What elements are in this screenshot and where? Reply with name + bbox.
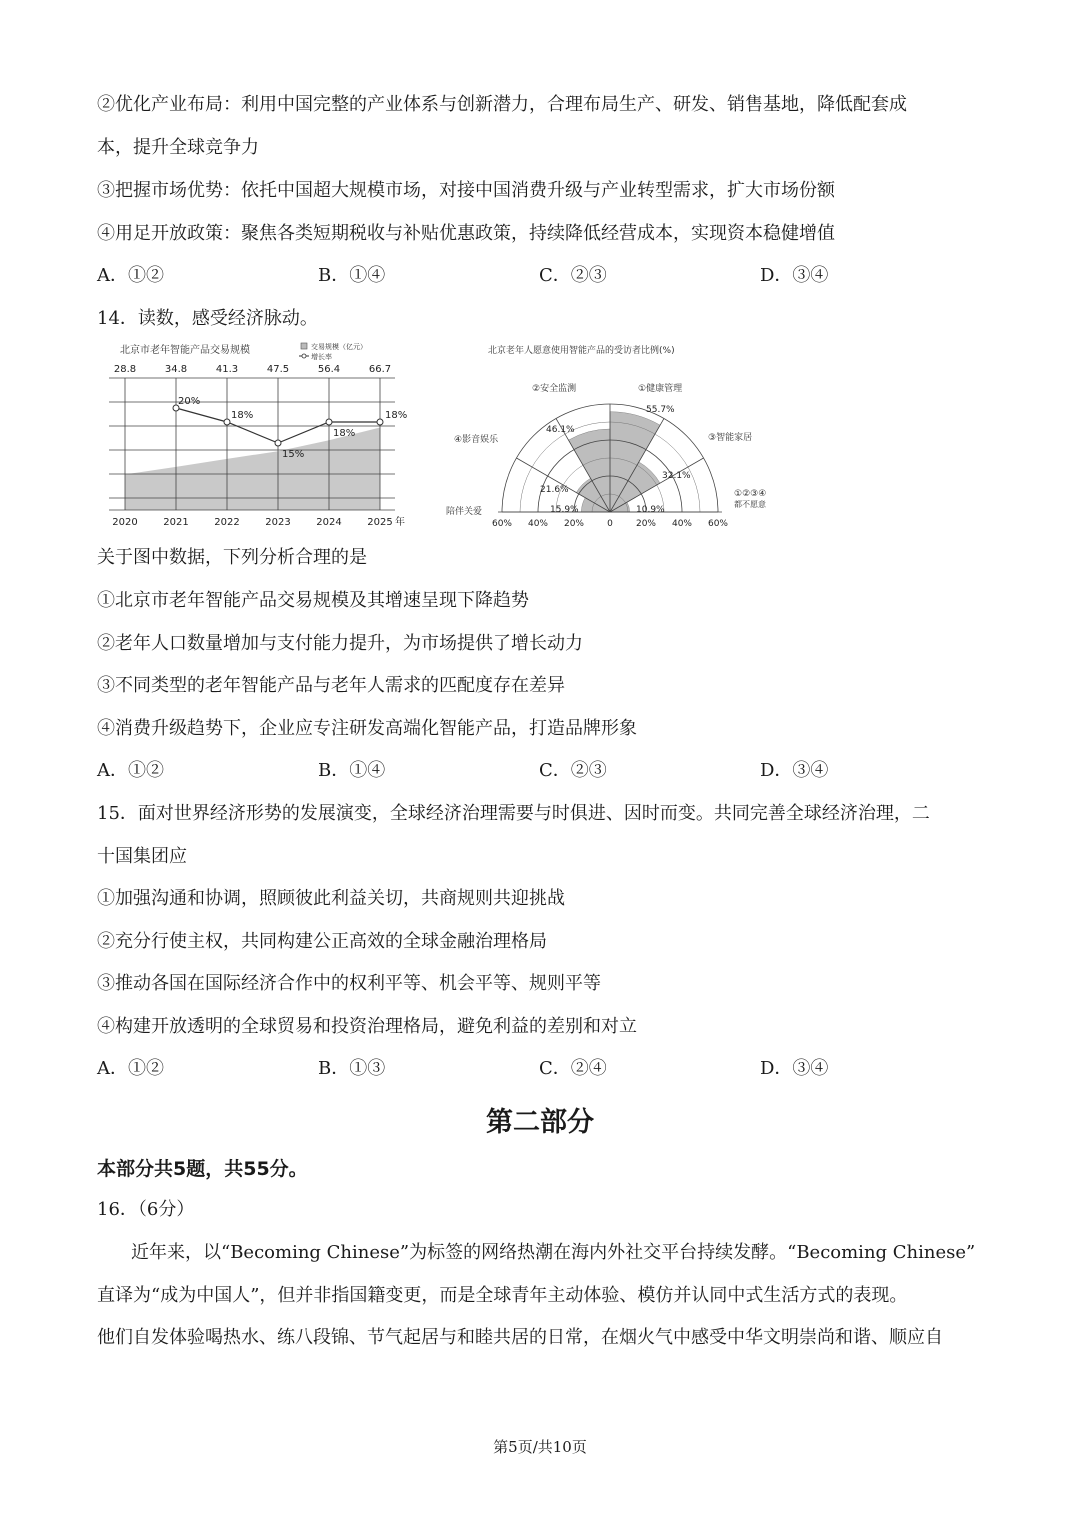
axis-tick-0: 60% xyxy=(491,519,513,529)
q15-stem-b: 十国集团应 xyxy=(97,846,187,867)
legend-label-growth: 增长率 xyxy=(311,353,332,361)
axis-tick-4: 20% xyxy=(635,519,657,529)
growth-label-2024: 18% xyxy=(333,428,356,439)
q14-question: 关于图中数据，下列分析合理的是 xyxy=(97,547,367,568)
q15-option-d[interactable]: D．③④ xyxy=(760,1058,829,1079)
q13-statement-4: ④用足开放政策：聚焦各类短期税收与补贴优惠政策，持续降低经营成本，实现资本稳健增值 xyxy=(97,223,835,244)
trade-scale-chart xyxy=(105,336,415,536)
q14-statement-1: ①北京市老年智能产品交易规模及其增速呈现下降趋势 xyxy=(97,590,529,611)
value-label-scale-2023: 47.5 xyxy=(266,364,290,375)
q15-option-b[interactable]: B．①③ xyxy=(318,1058,386,1079)
value-label-scale-2020: 28.8 xyxy=(113,364,137,375)
q13-option-c[interactable]: C．②③ xyxy=(539,265,607,286)
chart-title: 北京老年人愿意使用智能产品的受访者比例(%) xyxy=(488,346,675,356)
x-tick-2021: 2021 xyxy=(163,517,189,528)
q14-option-c[interactable]: C．②③ xyxy=(539,760,607,781)
growth-label-2021: 20% xyxy=(178,396,201,407)
q14-statement-2: ②老年人口数量增加与支付能力提升，为市场提供了增长动力 xyxy=(97,633,583,654)
x-tick-2020: 2020 xyxy=(112,517,138,528)
value-label-3: 32.1% xyxy=(662,471,691,481)
category-label-3: ③智能家居 xyxy=(708,433,753,443)
growth-label-2022: 18% xyxy=(231,410,254,421)
category-label-6-cont: 都不愿意 xyxy=(734,500,766,509)
willingness-chart xyxy=(440,336,790,536)
x-tick-2023: 2023 xyxy=(265,517,291,528)
q14-option-b[interactable]: B．①④ xyxy=(318,760,386,781)
q15-statement-3: ③推动各国在国际经济合作中的权利平等、机会平等、规则平等 xyxy=(97,973,601,994)
q16-heading: 16．（6分） xyxy=(97,1199,195,1220)
value-label-1: 55.7% xyxy=(646,405,675,415)
axis-tick-3: 0 xyxy=(607,519,613,529)
q13-statement-2b: 本，提升全球竞争力 xyxy=(97,137,259,158)
x-tick-2025: 2025 xyxy=(367,517,393,528)
growth-point-2025 xyxy=(377,419,383,425)
value-label-scale-2024: 56.4 xyxy=(317,364,341,375)
growth-label-2025: 18% xyxy=(385,410,408,421)
part2-title: 第二部分 xyxy=(486,1107,594,1138)
q13-statement-3: ③把握市场优势：依托中国超大规模市场，对接中国消费升级与产业转型需求，扩大市场份额 xyxy=(97,180,835,201)
legend-label-scale: 交易规模（亿元） xyxy=(311,343,367,351)
q15-option-a[interactable]: A．①② xyxy=(97,1058,164,1079)
growth-point-2022 xyxy=(224,419,230,425)
q13-option-d[interactable]: D．③④ xyxy=(760,265,829,286)
axis-tick-5: 40% xyxy=(671,519,693,529)
axis-tick-6: 60% xyxy=(707,519,729,529)
q16-paragraph-line-2: 直译为“成为中国人”，但并非指国籍变更，而是全球青年主动体验、模仿并认同中式生活方式的表现。 xyxy=(97,1285,908,1306)
category-label-5: 陪伴关爱 xyxy=(446,507,483,517)
part2-subtitle: 本部分共5题，共55分。 xyxy=(97,1158,308,1180)
value-label-5: 15.9% xyxy=(550,505,579,515)
chart-title: 北京市老年智能产品交易规模 xyxy=(120,345,250,356)
q15-option-c[interactable]: C．②④ xyxy=(539,1058,607,1079)
growth-point-2023 xyxy=(275,440,281,446)
q15-statement-1: ①加强沟通和协调，照顾彼此利益关切，共商规则共迎挑战 xyxy=(97,888,565,909)
legend-marker-growth xyxy=(302,354,306,358)
q16-paragraph-line-3: 他们自发体验喝热水、练八段锦、节气起居与和睦共居的日常，在烟火气中感受中华文明崇尚和谐、顺应自 xyxy=(97,1327,943,1348)
x-tick-2024: 2024 xyxy=(316,517,342,528)
category-label-6: ①②③④ xyxy=(734,489,767,499)
q14-stem: 14．读数，感受经济脉动。 xyxy=(97,308,318,329)
growth-point-2024 xyxy=(326,419,332,425)
q14-statement-3: ③不同类型的老年智能产品与老年人需求的匹配度存在差异 xyxy=(97,675,565,696)
q13-statement-2a: ②优化产业布局：利用中国完整的产业体系与创新潜力，合理布局生产、研发、销售基地，降低配套成 xyxy=(97,94,907,115)
value-label-4: 21.6% xyxy=(540,485,569,495)
category-label-2: ②安全监测 xyxy=(532,384,577,394)
q13-option-b[interactable]: B．①④ xyxy=(318,265,386,286)
growth-label-2023: 15% xyxy=(282,449,305,460)
category-label-1: ①健康管理 xyxy=(638,384,683,394)
value-label-scale-2025: 66.7 xyxy=(368,364,392,375)
page-footer: 第5页/共10页 xyxy=(493,1438,587,1456)
axis-tick-2: 20% xyxy=(563,519,585,529)
q14-option-d[interactable]: D．③④ xyxy=(760,760,829,781)
x-axis-unit: 年 xyxy=(395,517,405,528)
x-tick-2022: 2022 xyxy=(214,517,240,528)
q15-statement-4: ④构建开放透明的全球贸易和投资治理格局，避免利益的差别和对立 xyxy=(97,1016,637,1037)
value-label-2: 46.1% xyxy=(546,425,575,435)
value-label-6: 10.9% xyxy=(636,505,665,515)
q16-paragraph-line-1: 近年来，以“Becoming Chinese”为标签的网络热潮在海内外社交平台持续发酵。“Becoming Chinese” xyxy=(131,1242,976,1263)
axis-tick-1: 40% xyxy=(527,519,549,529)
q14-statement-4: ④消费升级趋势下，企业应专注研发高端化智能产品，打造品牌形象 xyxy=(97,718,637,739)
q15-statement-2: ②充分行使主权，共同构建公正高效的全球金融治理格局 xyxy=(97,931,547,952)
legend-swatch-scale xyxy=(301,343,307,349)
value-label-scale-2021: 34.8 xyxy=(164,364,188,375)
q14-option-a[interactable]: A．①② xyxy=(97,760,164,781)
category-label-4: ④影音娱乐 xyxy=(454,435,499,445)
value-label-scale-2022: 41.3 xyxy=(215,364,239,375)
q15-stem-a: 15．面对世界经济形势的发展演变，全球经济治理需要与时俱进、因时而变。共同完善全球经济治理，二 xyxy=(97,803,930,824)
q13-option-a[interactable]: A．①② xyxy=(97,265,164,286)
